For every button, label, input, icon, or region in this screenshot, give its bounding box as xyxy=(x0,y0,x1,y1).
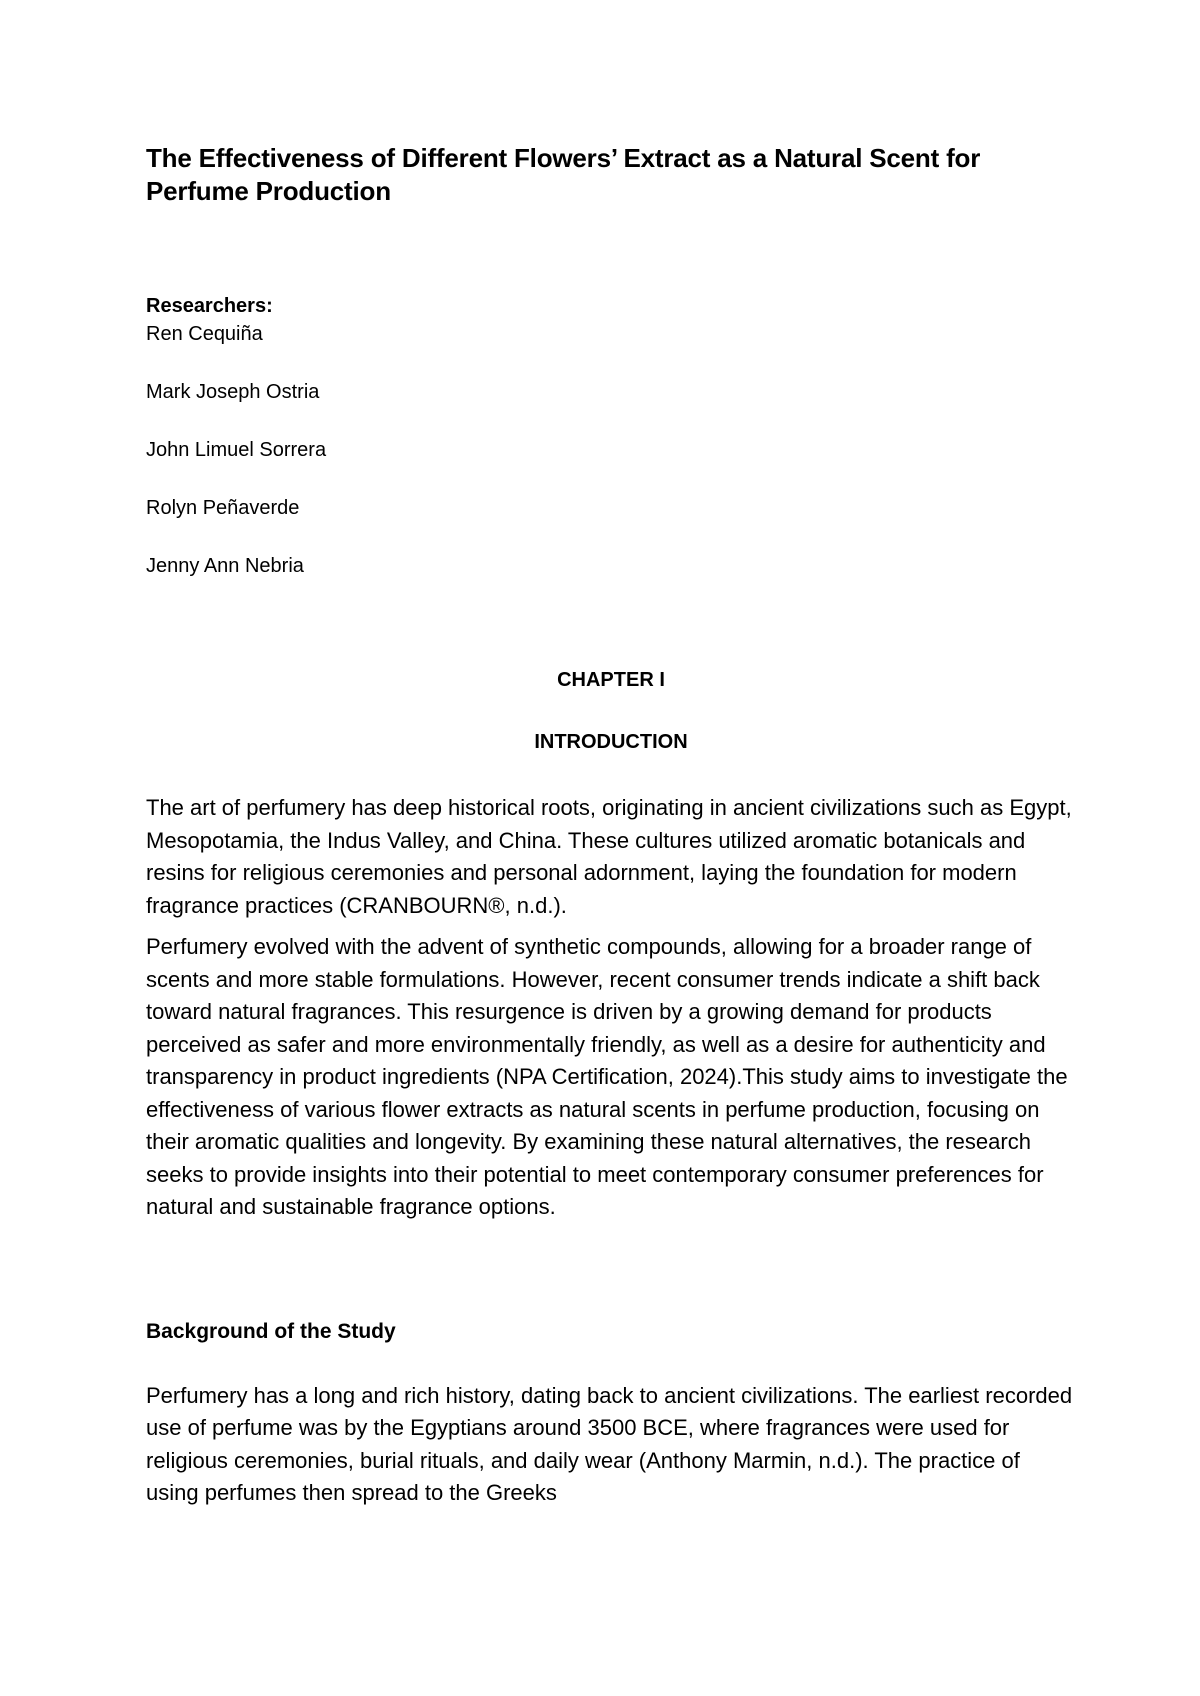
researcher-name: Ren Cequiña xyxy=(146,323,263,345)
intro-paragraph: Perfumery evolved with the advent of synthetic compounds, allowing for a broader range of scents and more stable formulations. However, recent consumer trends indicate a shift back toward natural fragrances. This resurgence is driven by a growing demand for products perceived as safer and more environmentally friendly, as well as a desire for authenticity and transparency in product ingredients (NPA Certification, 2024).This study aims to investigate the effectiveness of various flower extracts as natural scents in perfume production, focusing on their aromatic qualities and longevity. By examining these natural alternatives, the research seeks to provide insights into their potential to meet contemporary consumer preferences for natural and sustainable fragrance options. xyxy=(146,934,1068,1219)
chapter-heading: CHAPTER I xyxy=(557,669,665,691)
document-title: The Effectiveness of Different Flowers’ Extract as a Natural Scent for Perfume Production xyxy=(146,143,981,206)
researcher-name: John Limuel Sorrera xyxy=(146,439,327,461)
researcher-name: Mark Joseph Ostria xyxy=(146,381,320,403)
introduction-heading: INTRODUCTION xyxy=(534,731,688,753)
background-paragraph: Perfumery has a long and rich history, dating back to ancient civilizations. The earliest recorded use of perfume was by the Egyptians around 3500 BCE, where fragrances were used for religious ceremonies, burial rituals, and daily wear (Anthony Marmin, n.d.). The practice of using perfumes then spread to the Greeks xyxy=(146,1382,1073,1505)
researcher-name: Jenny Ann Nebria xyxy=(146,555,304,577)
page-content xyxy=(146,142,1076,1510)
researchers-label: Researchers: xyxy=(146,295,273,317)
researchers-block xyxy=(146,292,1076,580)
background-heading: Background of the Study xyxy=(146,1319,396,1343)
researcher-name: Rolyn Peñaverde xyxy=(146,497,300,519)
intro-paragraph: The art of perfumery has deep historical roots, originating in ancient civilizations such as Egypt, Mesopotamia, the Indus Valley, and China. These cultures utilized aromatic botanicals and resins for religious ceremonies and personal adornment, laying the foundation for modern fragrance practices (CRANBOURN®, n.d.). xyxy=(146,795,1072,918)
